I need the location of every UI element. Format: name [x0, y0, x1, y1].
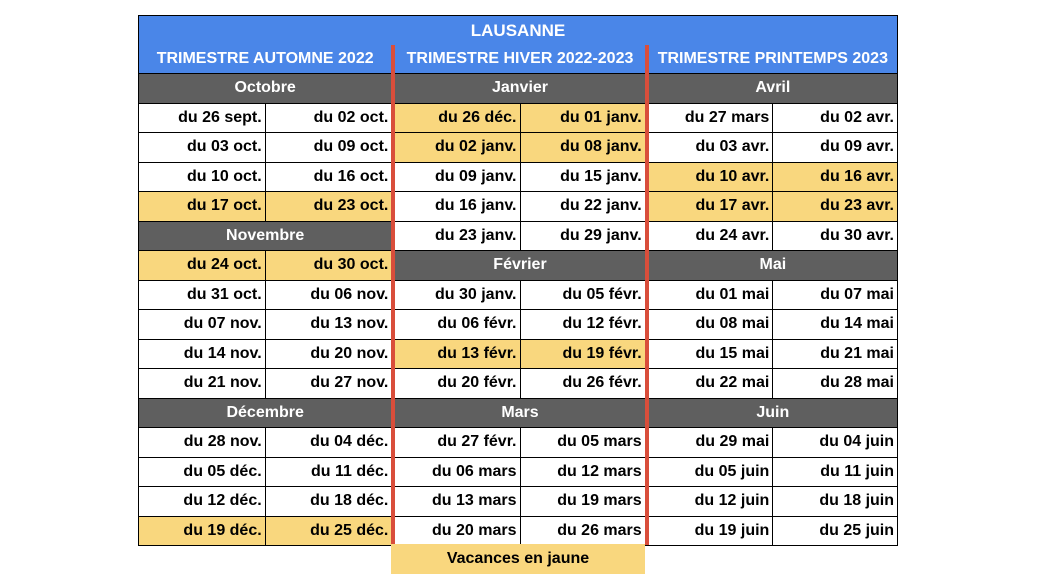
week-start-cell: du 17 avr. — [695, 197, 770, 215]
week-start-cell: du 05 déc. — [183, 462, 262, 480]
holiday-week-row — [649, 191, 897, 221]
week-start-cell: du 30 janv. — [434, 285, 517, 303]
week-end-cell: du 30 oct. — [265, 251, 392, 280]
week-end-cell: du 11 déc. — [265, 458, 392, 487]
week-row — [649, 339, 897, 369]
week-row — [649, 427, 897, 457]
week-start-cell: du 19 déc. — [183, 521, 262, 539]
month-header: Mars — [395, 398, 644, 428]
week-end-cell: du 19 mars — [520, 487, 645, 516]
week-end-cell: du 30 avr. — [772, 222, 897, 251]
week-end-cell: du 25 déc. — [265, 517, 392, 546]
week-end-cell: du 16 oct. — [265, 163, 392, 192]
week-row — [649, 309, 897, 339]
week-row — [139, 162, 391, 192]
holiday-week-row — [395, 339, 644, 369]
week-end-cell: du 26 févr. — [520, 369, 645, 398]
week-end-cell: du 11 juin — [772, 458, 897, 487]
week-end-cell: du 20 nov. — [265, 340, 392, 369]
week-start-cell: du 26 sept. — [178, 108, 262, 126]
week-start-cell: du 10 avr. — [695, 167, 770, 185]
week-start-cell: du 07 nov. — [183, 315, 262, 333]
city-title: LAUSANNE — [138, 15, 898, 45]
week-row — [395, 516, 644, 546]
week-end-cell: du 02 oct. — [265, 104, 392, 133]
week-row — [649, 132, 897, 162]
week-end-cell: du 02 avr. — [772, 104, 897, 133]
week-row — [395, 280, 644, 310]
week-start-cell: du 31 oct. — [186, 285, 262, 303]
week-end-cell: du 04 juin — [772, 428, 897, 457]
holiday-week-row — [139, 250, 391, 280]
week-row — [139, 132, 391, 162]
week-start-cell: du 24 oct. — [186, 256, 262, 274]
week-start-cell: du 22 mai — [695, 374, 770, 392]
week-start-cell: du 26 déc. — [438, 108, 517, 126]
week-row — [139, 457, 391, 487]
week-end-cell: du 23 avr. — [772, 192, 897, 221]
week-start-cell: du 20 févr. — [437, 374, 517, 392]
month-header: Juin — [649, 398, 897, 428]
week-end-cell: du 29 janv. — [520, 222, 645, 251]
week-start-cell: du 15 mai — [695, 344, 770, 362]
week-end-cell: du 25 juin — [772, 517, 897, 546]
week-start-cell: du 01 mai — [695, 285, 770, 303]
term-header: TRIMESTRE AUTOMNE 2022 — [139, 45, 391, 73]
terms-columns — [138, 45, 898, 546]
month-header: Février — [395, 250, 644, 280]
week-end-cell: du 12 mars — [520, 458, 645, 487]
week-end-cell: du 26 mars — [520, 517, 645, 546]
week-row — [139, 280, 391, 310]
week-start-cell: du 08 mai — [695, 315, 770, 333]
week-row — [395, 368, 644, 398]
week-start-cell: du 10 oct. — [186, 167, 262, 185]
week-row — [649, 221, 897, 251]
week-end-cell: du 13 nov. — [265, 310, 392, 339]
week-start-cell: du 20 mars — [432, 521, 517, 539]
week-row — [395, 221, 644, 251]
week-end-cell: du 22 janv. — [520, 192, 645, 221]
week-end-cell: du 23 oct. — [265, 192, 392, 221]
term-header: TRIMESTRE HIVER 2022-2023 — [395, 45, 644, 73]
week-end-cell: du 21 mai — [772, 340, 897, 369]
week-row — [139, 486, 391, 516]
week-start-cell: du 29 mai — [695, 433, 770, 451]
week-row — [395, 457, 644, 487]
week-end-cell: du 19 févr. — [520, 340, 645, 369]
month-header: Janvier — [395, 73, 644, 103]
week-end-cell: du 18 déc. — [265, 487, 392, 516]
holiday-week-row — [139, 191, 391, 221]
week-start-cell: du 03 oct. — [186, 138, 262, 156]
week-start-cell: du 17 oct. — [186, 197, 262, 215]
term-column — [139, 45, 391, 545]
week-start-cell: du 13 mars — [432, 492, 517, 510]
month-header: Mai — [649, 250, 897, 280]
term-column — [645, 45, 897, 545]
week-row — [649, 280, 897, 310]
week-start-cell: du 28 nov. — [183, 433, 262, 451]
week-row — [139, 368, 391, 398]
week-end-cell: du 08 janv. — [520, 133, 645, 162]
week-row — [649, 103, 897, 133]
week-end-cell: du 04 déc. — [265, 428, 392, 457]
week-start-cell: du 27 mars — [684, 108, 770, 126]
week-row — [649, 486, 897, 516]
legend-note: Vacances en jaune — [391, 544, 645, 574]
holiday-week-row — [395, 132, 644, 162]
week-row — [395, 309, 644, 339]
month-header: Octobre — [139, 73, 391, 103]
week-end-cell: du 09 avr. — [772, 133, 897, 162]
week-start-cell: du 21 nov. — [183, 374, 262, 392]
week-row — [649, 516, 897, 546]
week-end-cell: du 05 mars — [520, 428, 645, 457]
week-row — [139, 339, 391, 369]
week-end-cell: du 06 nov. — [265, 281, 392, 310]
week-end-cell: du 14 mai — [772, 310, 897, 339]
week-row — [139, 103, 391, 133]
holiday-week-row — [395, 103, 644, 133]
term-column — [391, 45, 644, 545]
week-row — [649, 457, 897, 487]
week-start-cell: du 14 nov. — [183, 344, 262, 362]
week-end-cell: du 15 janv. — [520, 163, 645, 192]
week-end-cell: du 05 févr. — [520, 281, 645, 310]
week-start-cell: du 27 févr. — [437, 433, 517, 451]
week-row — [395, 162, 644, 192]
week-start-cell: du 12 juin — [694, 492, 770, 510]
calendar-table — [138, 15, 898, 546]
month-header: Décembre — [139, 398, 391, 428]
week-start-cell: du 06 févr. — [437, 315, 517, 333]
week-end-cell: du 18 juin — [772, 487, 897, 516]
week-start-cell: du 09 janv. — [434, 167, 517, 185]
week-start-cell: du 16 janv. — [434, 197, 517, 215]
week-start-cell: du 02 janv. — [434, 138, 517, 156]
week-row — [139, 309, 391, 339]
week-end-cell: du 01 janv. — [520, 104, 645, 133]
week-start-cell: du 23 janv. — [434, 226, 517, 244]
week-end-cell: du 27 nov. — [265, 369, 392, 398]
week-row — [395, 486, 644, 516]
week-start-cell: du 03 avr. — [695, 138, 770, 156]
term-header: TRIMESTRE PRINTEMPS 2023 — [649, 45, 897, 73]
holiday-week-row — [139, 516, 391, 546]
week-row — [395, 191, 644, 221]
week-row — [395, 427, 644, 457]
week-start-cell: du 12 déc. — [183, 492, 262, 510]
week-end-cell: du 28 mai — [772, 369, 897, 398]
week-start-cell: du 19 juin — [694, 521, 770, 539]
week-start-cell: du 24 avr. — [695, 226, 770, 244]
week-end-cell: du 09 oct. — [265, 133, 392, 162]
week-end-cell: du 07 mai — [772, 281, 897, 310]
week-row — [139, 427, 391, 457]
month-header: Novembre — [139, 221, 391, 251]
holiday-week-row — [649, 162, 897, 192]
week-start-cell: du 05 juin — [694, 462, 770, 480]
week-end-cell: du 12 févr. — [520, 310, 645, 339]
week-start-cell: du 13 févr. — [437, 344, 517, 362]
week-row — [649, 368, 897, 398]
month-header: Avril — [649, 73, 897, 103]
week-start-cell: du 06 mars — [432, 462, 517, 480]
week-end-cell: du 16 avr. — [772, 163, 897, 192]
